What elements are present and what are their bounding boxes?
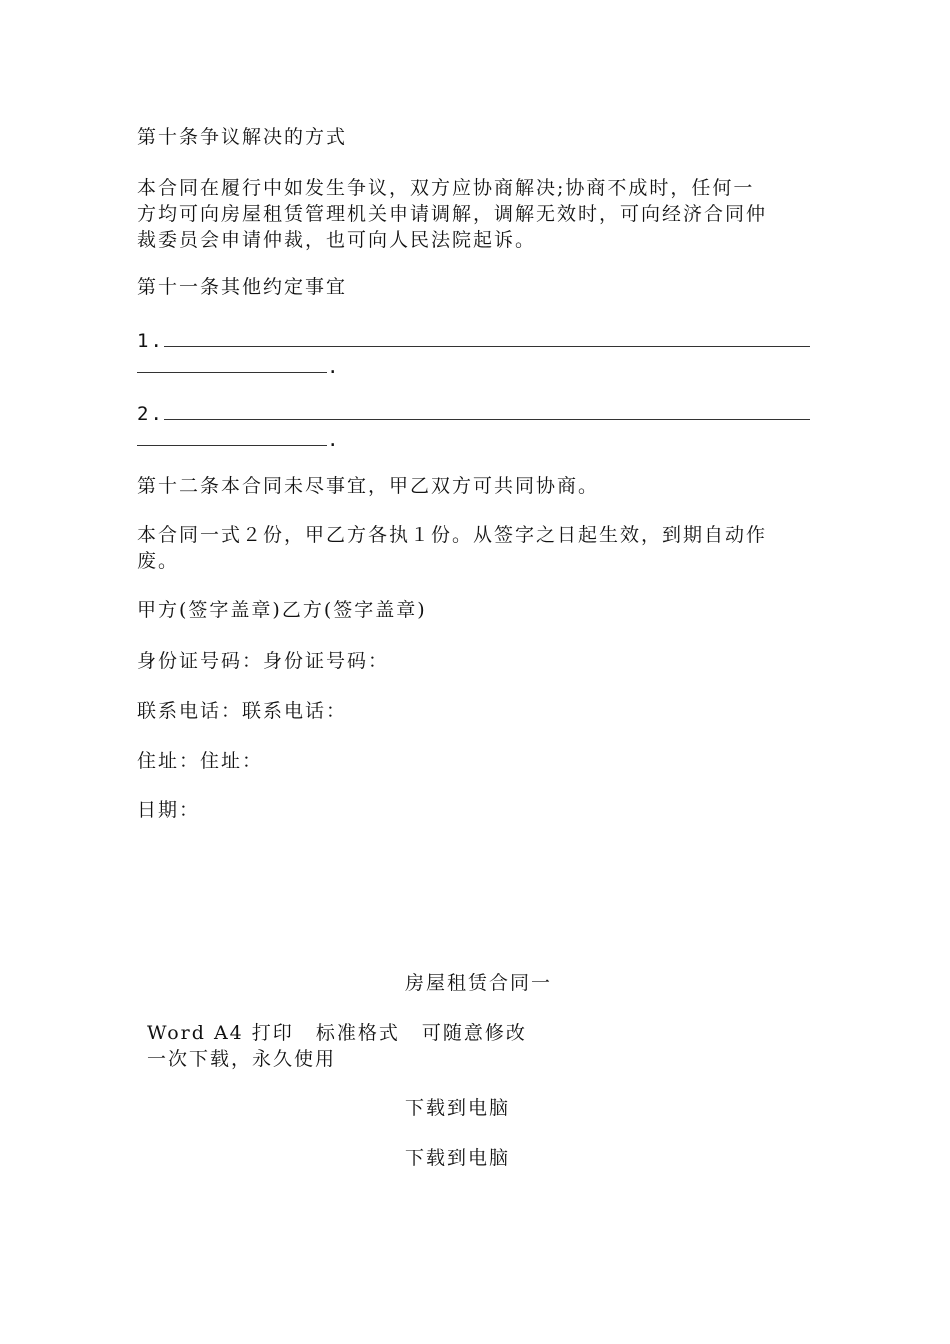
promo-download-once: 一次下载，永久使用 [147,1048,337,1070]
item2-label: 2. [137,403,164,425]
item2-end: . [327,429,341,451]
copies-line2: 废。 [137,550,180,572]
address-line: 住址：住址： [137,750,264,772]
download-link[interactable]: 下载到电脑 [405,1097,511,1119]
article10-line3: 裁委员会申请仲裁，也可向人民法院起诉。 [137,229,537,251]
fill-in-line [164,326,810,347]
phone-line: 联系电话：联系电话： [137,700,348,722]
feature-word: Word A4 打印 [147,1022,294,1044]
blank-item-2-cont [137,425,817,453]
copies-line1: 本合同一式２份，甲乙方各执１份。从签字之日起生效，到期自动作 [137,524,768,546]
fill-in-line [164,399,810,420]
blank-item-2 [137,399,817,427]
item1-end: . [327,356,341,378]
article10-line2: 方均可向房屋租赁管理机关申请调解，调解无效时，可向经济合同仲 [137,203,768,225]
article12: 第十二条本合同未尽事宜，甲乙双方可共同协商。 [137,475,600,497]
blank-item-1-cont [137,352,817,380]
signature-line: 甲方(签字盖章)乙方(签字盖章) [137,599,427,621]
download-link[interactable]: 下载到电脑 [405,1147,511,1169]
feature-format: 标准格式 [315,1022,400,1044]
fill-in-line [137,425,327,446]
id-number-line: 身份证号码：身份证号码： [137,650,390,672]
article10-title: 第十条争议解决的方式 [137,126,348,148]
item1-label: 1. [137,330,164,352]
date-line: 日期： [137,799,201,821]
footer-title: 房屋租赁合同一 [405,972,553,994]
fill-in-line [137,352,327,373]
article11-title: 第十一条其他约定事宜 [137,276,348,298]
promo-features [147,1020,567,1046]
article10-line1: 本合同在履行中如发生争议，双方应协商解决;协商不成时，任何一 [137,177,755,199]
blank-item-1 [137,326,817,354]
feature-edit: 可随意修改 [421,1022,527,1044]
